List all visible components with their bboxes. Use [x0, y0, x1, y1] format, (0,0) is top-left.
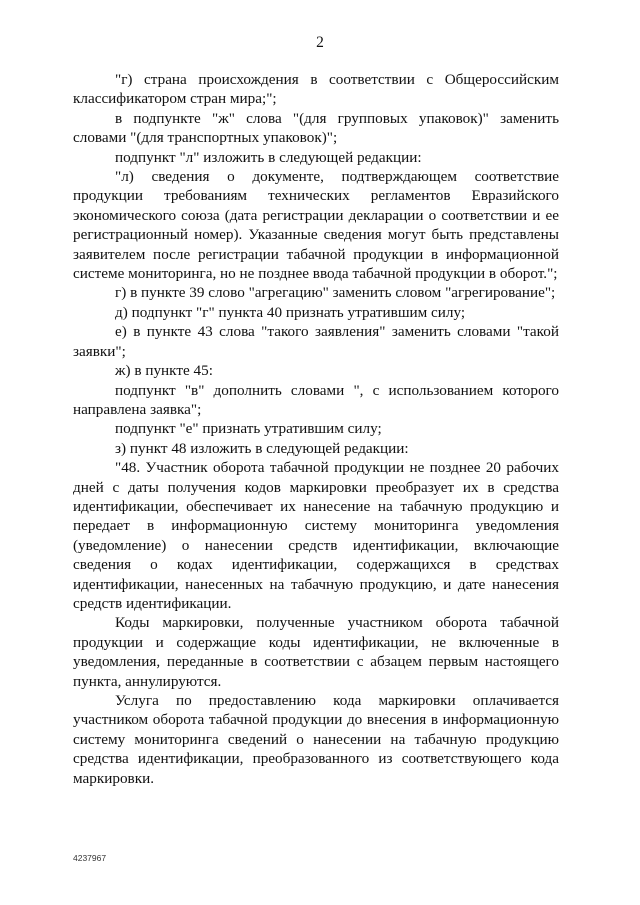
paragraph: "г) страна происхождения в соответствии с Общероссийским классификатором стран мира;";: [73, 71, 559, 108]
document-body: [73, 70, 559, 788]
paragraph: г) в пункте 39 слово "агрегацию" заменить словом "агрегирование";: [115, 284, 556, 302]
paragraph: з) пункт 48 изложить в следующей редакции:: [115, 439, 409, 457]
paragraph: подпункт "е" признать утратившим силу;: [115, 420, 382, 438]
document-code: 4237967: [73, 853, 107, 863]
paragraph: Услуга по предоставлению кода маркировки оплачивается участником оборота табачной продукции до внесения в информационную систему мониторинга сведений о нанесении на табачную продукцию средства идентификации, преобразованного из соответствующего кода маркировки.: [73, 692, 559, 787]
paragraph: "48. Участник оборота табачной продукции не позднее 20 рабочих дней с даты получения кодов маркировки преобразует их в средства идентификации, обеспечивает их нанесение на табачную продукцию и передает в информационную систему мониторинга уведомления (уведомление) о нанесении средств идентификации, включающие сведения о кодах идентификации, содержащихся в средствах идентификации, нанесенных на табачную продукцию, и дате нанесения средств идентификации.: [73, 459, 559, 612]
paragraph: ж) в пункте 45:: [115, 362, 213, 380]
paragraph: подпункт "в" дополнить словами ", с использованием которого направлена заявка";: [73, 381, 559, 418]
paragraph: подпункт "л" изложить в следующей редакции:: [115, 148, 422, 166]
paragraph: в подпункте "ж" слова "(для групповых упаковок)" заменить словами "(для транспортных упаковок)";: [73, 109, 559, 147]
page-number: 2: [316, 34, 324, 51]
paragraph: д) подпункт "г" пункта 40 признать утратившим силу;: [115, 303, 466, 321]
paragraph: Коды маркировки, полученные участником оборота табачной продукции и содержащие коды идентификации, не включенные в уведомления, переданные в соответствии с абзацем первым настоящего пункта, аннулируются.: [73, 614, 559, 690]
paragraph: "л) сведения о документе, подтверждающем соответствие продукции требованиям технических регламентов Евразийского экономического союза (дата регистрации декларации о соответствии и ее регистрационный номер). Указанные сведения могут быть представлены заявителем после регистрации табачной продукции в информационной системе мониторинга, но не позднее ввода табачной продукции в оборот.";: [73, 168, 559, 283]
paragraph: е) в пункте 43 слова "такого заявления" заменить словами "такой заявки";: [73, 323, 559, 360]
